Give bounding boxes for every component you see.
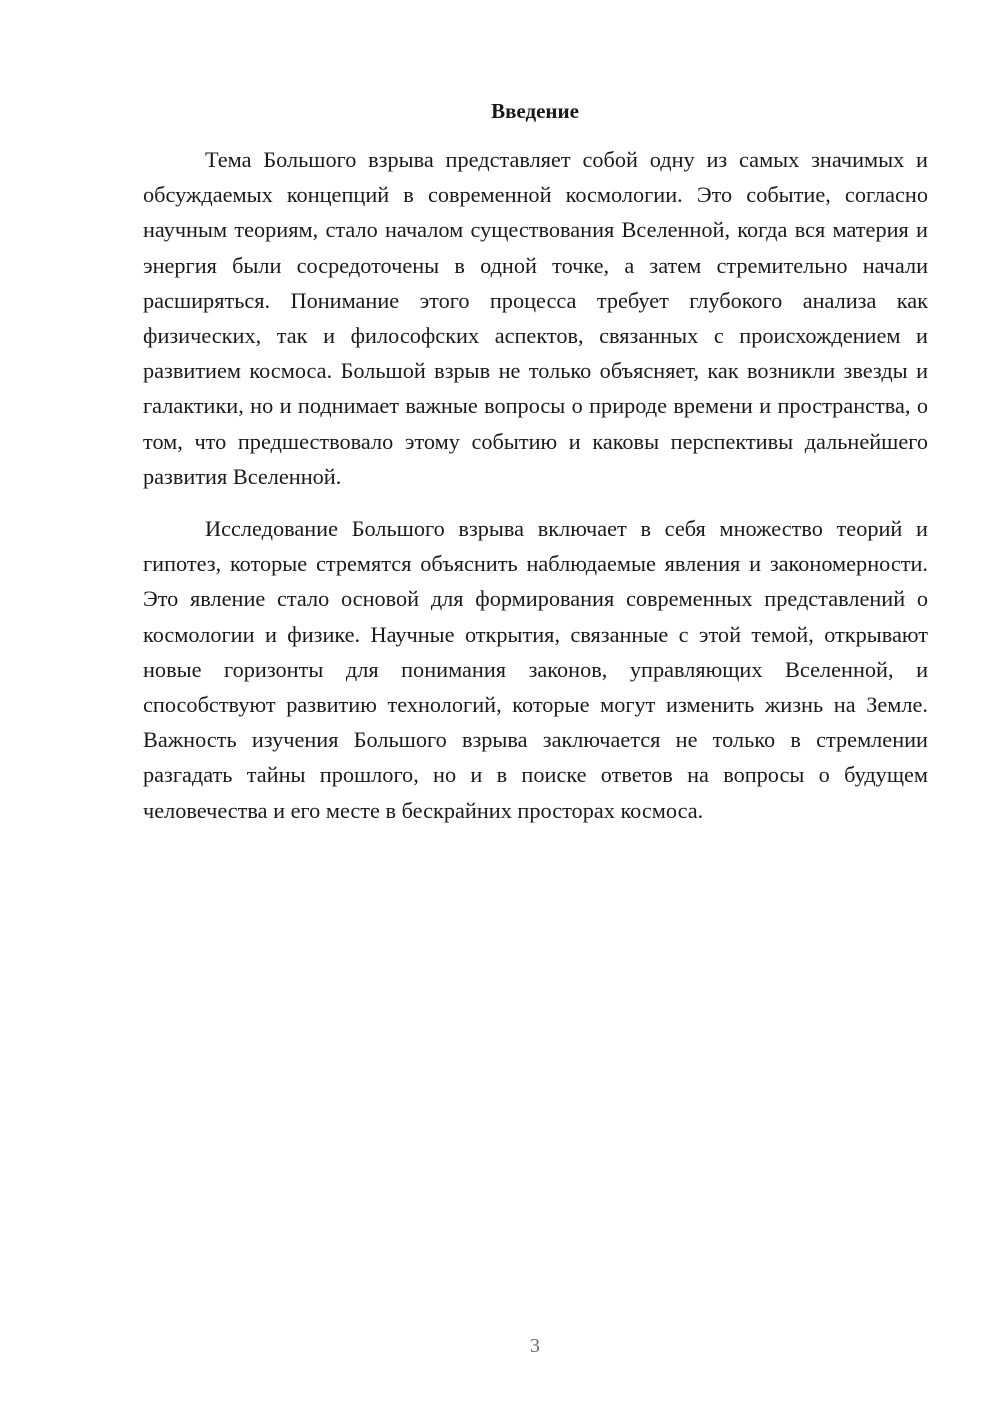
section-heading: Введение — [491, 99, 579, 123]
page-number: 3 — [530, 1335, 540, 1357]
body-text — [143, 142, 928, 828]
paragraph-1: Тема Большого взрыва представляет собой одну из самых значимых и обсуждаемых концепций в современной космологии. Это событие, согласно научным теориям, стало началом существования Вселенной, когда вся материя и энергия были сосредоточены в одной точке, а затем стремительно начали расширяться. Понимание этого процесса требует глубокого анализа как физических, так и философских аспектов, связанных с происхождением и развитием космоса. Большой взрыв не только объясняет, как возникли звезды и галактики, но и поднимает важные вопросы о природе времени и пространства, о том, что предшествовало этому событию и каковы перспективы дальнейшего развития Вселенной. — [143, 147, 928, 489]
paragraph-2: Исследование Большого взрыва включает в себя множество теорий и гипотез, которые стремятся объяснить наблюдаемые явления и закономерности. Это явление стало основой для формирования современных представлений о космологии и физике. Научные открытия, связанные с этой темой, открывают новые горизонты для понимания законов, управляющих Вселенной, и способствуют развитию технологий, которые могут изменить жизнь на Земле. Важность изучения Большого взрыва заключается не только в стремлении разгадать тайны прошлого, но и в поиске ответов на вопросы о будущем человечества и его месте в бескрайних просторах космоса. — [143, 516, 928, 823]
